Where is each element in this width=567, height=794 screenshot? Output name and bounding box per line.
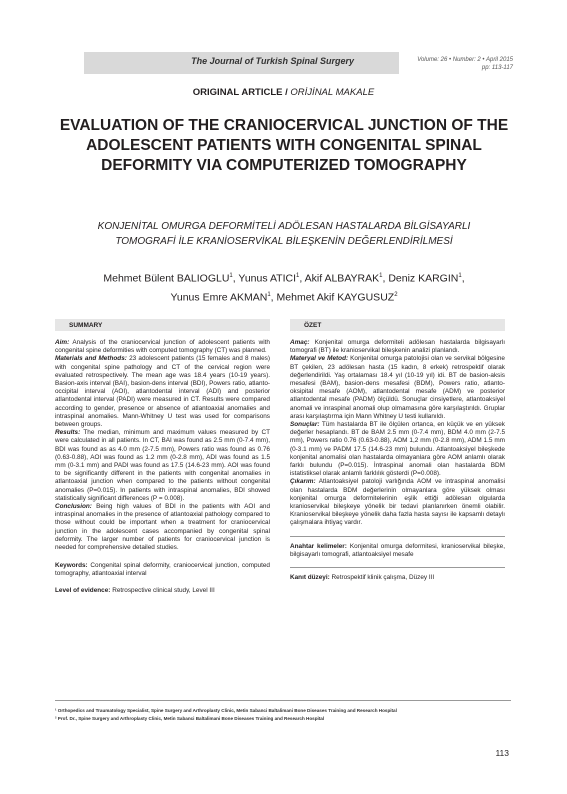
footnote-1: ¹ Orthopedics and Traumatology Specialist, Spine Surgery and Arthroplasty Clinic, Metin Sabanci Baltalimani Bone Diseases Training and Research Hospital bbox=[55, 708, 397, 713]
article-title-turkish: KONJENİTAL OMURGA DEFORMİTELİ ADÖLESAN HASTALARDA BİLGİSAYARLI TOMOGRAFİ İLE KRANİOSERVİKAL BİLEŞKENİN DEĞERLENDİRİLMESİ bbox=[97, 221, 471, 247]
sonuc-text: Tüm hastalarda BT ile ölçülen ortanca, en küçük ve en yüksek değerler hesaplandı. BT de BAM 2.5 mm (0-7.4 mm), BDM 4.0 mm (2-7.5 mm), Powers ratio 0.76 (0.63-0.88), AOM 1,2 mm (0-2.8 mm), ADM 1.5 mm (0-3.1 mm) ve PADM 17.5 (14.6-23 mm) bulundu. Atlantoaksiyel bileşkede konjenital anomalisi olan hastalarda olmayanlara göre AOM anlamlı olarak farklı bulundu (P=0.015). İntraspinal anomali olan hastalarda BDM istatistiksel olarak anlamlı farklılık gösterdi (P=0.008). bbox=[290, 421, 505, 478]
author-separator: , bbox=[461, 272, 465, 285]
conclusion-label: Conclusion: bbox=[55, 503, 92, 511]
aim-label: Aim: bbox=[55, 339, 70, 346]
ozet-column bbox=[290, 319, 505, 582]
level-label: Level of evidence: bbox=[55, 586, 111, 594]
methods-label: Materials and Methods: bbox=[55, 355, 127, 363]
author-separator: , bbox=[382, 272, 389, 285]
author-name: Mehmet Bülent BALIOGLU bbox=[103, 272, 230, 285]
aim-text: Analysis of the craniocervical junction of adolescent patients with congenital spine deformities with computed tomography (CT) was planned. bbox=[55, 339, 270, 355]
author-line-1 bbox=[70, 268, 498, 287]
affiliation-marker: 1 bbox=[296, 273, 300, 279]
summary-column bbox=[55, 319, 270, 595]
level-text: Retrospective clinical study, Level III bbox=[110, 586, 215, 594]
author-name: Yunus Emre AKMAN bbox=[170, 291, 268, 303]
results-text: The median, minimum and maximum values measured by CT were calculated in all patients. In CT, BAI was found as 2.5 mm (0-7.4 mm), BDI was found as as 4.0 mm (2-7.5 mm), Powers ratio was found as 0.76 (0.63-0.88), AOI was found as 1.2 mm (0-2.8 mm), ADI was found as 1.5 mm (0-3.1 mm) and PADI was found as 17.5 (14.6-23 mm). AOI was found to be significantly different in the patients with congenital anomalies in atlantoaxial junction when compared to the patients without congenital anomalies (P=0.015). In patients with intraspinal anomalies, BDI showed statistically significant differences (P = 0.008). bbox=[55, 429, 270, 502]
author-name: Yunus ATICI bbox=[238, 272, 297, 285]
conclusion-text: Being high values of BDI in the patients with AOI and intraspinal anomalies in the presence of atlantoaxial pathology compared to those without could be important when a treatment for craniocervical junction in the adolescent cases accompanied by congenital spinal deformity. The larger number of patients for craniocervical junction is needed for comprehensive detailed studies. bbox=[55, 503, 270, 552]
affiliation-marker: 1 bbox=[229, 273, 233, 279]
ozet-divider bbox=[290, 536, 505, 537]
anahtar-label: Anahtar kelimeler: bbox=[290, 542, 347, 550]
footnote-divider bbox=[55, 700, 511, 701]
author-separator: , bbox=[232, 272, 239, 285]
keywords bbox=[55, 562, 270, 578]
affiliation-marker: 2 bbox=[394, 291, 398, 298]
article-type-en: ORIGINAL ARTICLE / bbox=[192, 87, 288, 98]
kanit-label: Kanıt düzeyi: bbox=[290, 574, 330, 582]
article-type bbox=[0, 87, 567, 98]
results-label: Results: bbox=[55, 429, 81, 437]
footnotes bbox=[55, 707, 511, 723]
summary-heading: SUMMARY bbox=[55, 319, 270, 331]
issue-info bbox=[417, 56, 513, 72]
sonuc-label: Sonuçlar: bbox=[290, 421, 320, 429]
amac-text: Konjenital omurga deformiteli adölesan hastalarda bilgisayarlı tomografi (BT) ile kranioservikal bileşkenin analizi planlandı. bbox=[290, 339, 505, 355]
level-of-evidence bbox=[55, 587, 270, 595]
summary-text bbox=[55, 339, 270, 552]
author-name: Akif ALBAYRAK bbox=[304, 272, 380, 285]
author-separator: , bbox=[299, 272, 305, 285]
cikarim-label: Çıkarım: bbox=[290, 478, 316, 486]
keywords-text: Congenital spinal deformity, craniocervical junction, computed tomography, atlantoaxial interval bbox=[55, 562, 270, 578]
pages-line: pp: 113-117 bbox=[481, 65, 513, 71]
amac-label: Amaç: bbox=[290, 339, 310, 346]
author-separator: , bbox=[270, 291, 277, 303]
methods-text: 23 adolescent patients (15 females and 8 males) with congenital spine pathology and CT of the cervical region were evaluated retrospectively. The mean age was 18.4 years (10-19 years). Basion-axis interval (BAI), basion-dens interval (BDI), Powers ratio, atlanto-occipital interval (AOI), atlantodental interval (ADI) and posterior atlantodental interval (PADI) were measured in CT. Results were compared according to gender, presence or absence of atlantoaxial anomalies and intraspinal anomalies. Mann-Whitney U test was used for comparisons between groups. bbox=[55, 355, 270, 429]
author-line-2 bbox=[70, 287, 498, 306]
affiliation-marker: 1 bbox=[458, 273, 462, 279]
yontem-label: Materyal ve Metod: bbox=[290, 355, 349, 363]
ozet-divider bbox=[290, 567, 505, 568]
kanit-duzeyi bbox=[290, 574, 505, 582]
journal-header bbox=[84, 52, 513, 74]
footnote-2: ² Prof. Dr., Spine Surgery and Arthroplasty Clinic, Metin Sabanci Baltalimani Bone Diseases Training and Research Hospital bbox=[55, 716, 325, 721]
volume-line: Volume: 26 • Number: 2 • April 2015 bbox=[417, 57, 513, 63]
page-number: 113 bbox=[495, 748, 509, 758]
author-list bbox=[70, 268, 498, 305]
author-name: Deniz KARGIN bbox=[388, 272, 459, 285]
yontem-text: Konjenital omurga patolojisi olan ve servikal bölgesine BT çekilen, 23 adölesan hasta (15 kadın, 8 erkek) retrospektif olarak değerlendirildi. Yaş ortalaması 18.4 yıl (10-19 yıl) idi. BT de basion-aksis mesafesi (BAM), basion-dens mesafesi (BDM), Powers ratio, atlanto-oksipital mesafe (AOM), atlantodental mesafe (ADM) ve posterior atlantodental mesafe (PADM) ölçüldü. Sonuçlar cinsiyetlere, atlantoaksiyel anomali ve inraspinal anomali olup olmamasına göre karşılaştırıldı. Gruplar arası karşılaştırma için Mann Whitney U testi kullanıldı. bbox=[290, 355, 505, 420]
article-type-tr: ORİJİNAL MAKALE bbox=[287, 87, 375, 98]
journal-title: The Journal of Turkish Spinal Surgery bbox=[191, 56, 354, 66]
kanit-text: Retrospektif klinik çalışma, Düzey III bbox=[329, 574, 435, 582]
cikarim-text: Atlantoaksiyel patoloji varlığında AOM ve intraspinal anomalisi olan hastalarda BDM değerlerinin olmayanlara göre yüksek olması konjenital omurga deformitelerinin eşlik ettiği adölesan olgularda kranioservikal bileşkeye yönelik bir tedavi planlanırken önemli olabilir. Kranioservikal bileşkeye yönelik daha fazla hasta sayısı ile kapsamlı detaylı çalışmalara ihtiyaç vardır. bbox=[290, 478, 505, 527]
affiliation-marker: 1 bbox=[267, 291, 271, 298]
article-title: EVALUATION OF THE CRANIOCERVICAL JUNCTION OF THE ADOLESCENT PATIENTS WITH CONGENITAL SPINAL DEFORMITY VIA COMPUTERIZED TOMOGRAPHY bbox=[59, 117, 509, 174]
affiliation-marker: 1 bbox=[379, 273, 383, 279]
author-name: Mehmet Akif KAYGUSUZ bbox=[276, 291, 395, 303]
ozet-text bbox=[290, 339, 505, 528]
anahtar-text: Konjenital omurga deformitesi, kranioservikal bileşke, bilgisayarlı tomografi, atlantoaksiyel mesafe bbox=[290, 542, 505, 558]
anahtar-kelimeler bbox=[290, 543, 505, 559]
keywords-label: Keywords: bbox=[55, 562, 88, 570]
ozet-heading: ÖZET bbox=[290, 319, 505, 331]
